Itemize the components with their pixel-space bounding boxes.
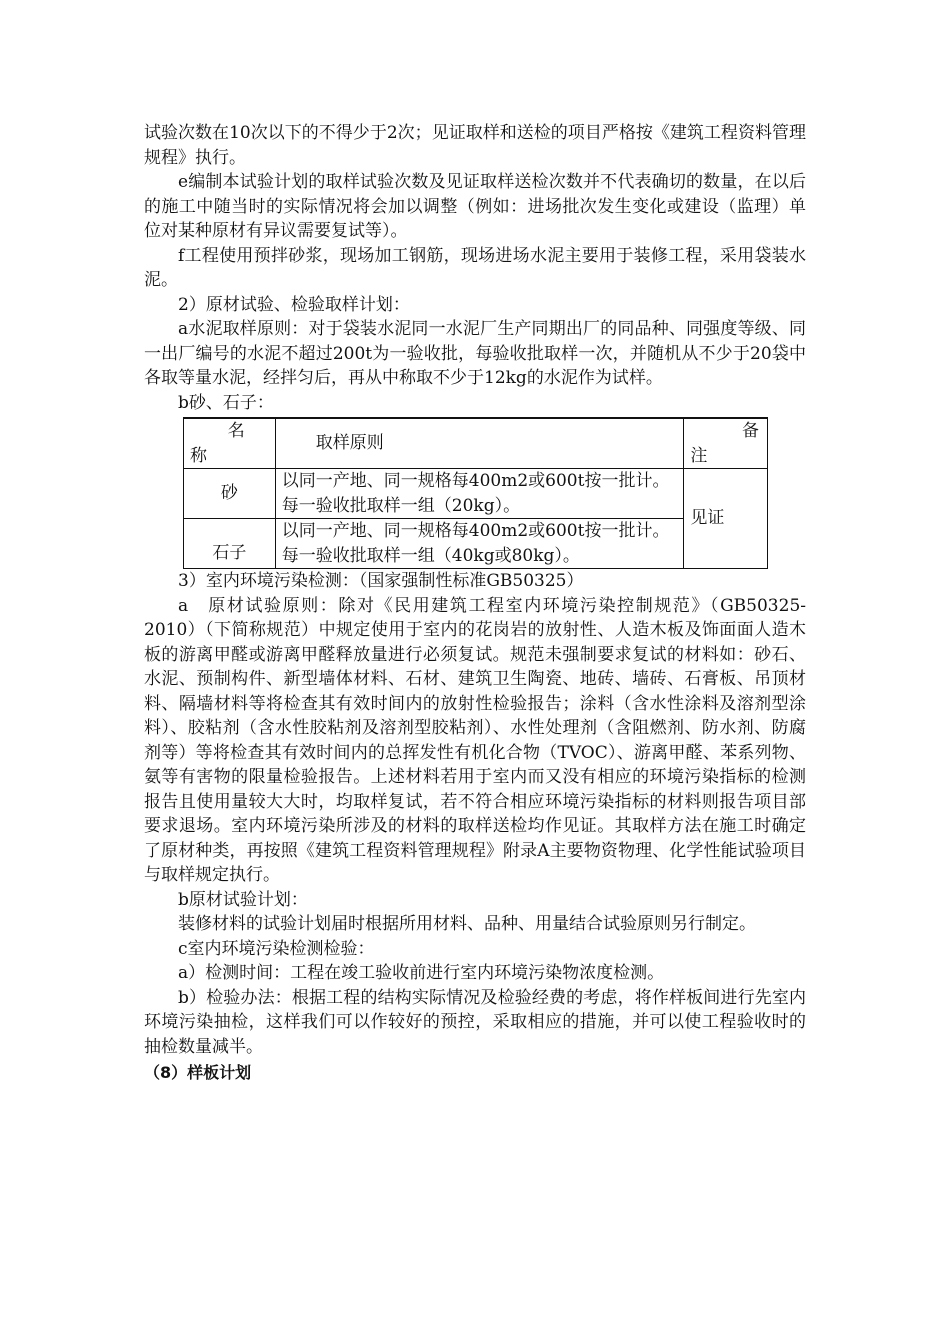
row-stone-rule-line-1: 以同一产地、同一规格每400m2或600t按一批计。 — [281, 521, 670, 541]
paragraph-decoration-plan: 装修材料的试验计划届时根据所用材料、品种、用量结合试验原则另行制定。 — [178, 914, 756, 934]
paragraph-a-raw-test-principle: a 原材试验原则：除对《民用建筑工程室内环境污染控制规范》（GB50325-2010）（下简称规范）中规定使用于室内的花岗岩的放射性、人造木板及饰面面人造木板的游离甲醛或游离甲醛释放量进行必须复试。规范未强制要求复试的材料如：砂石、水泥、预制构件、新型墙体材料、石材、建筑卫生陶瓷、地砖、墙砖、石膏板、吊顶材料、隔墙材料等将检查其有效时间内的放射性检验报告；涂料（含水性涂料及溶剂型涂料）、胶粘剂（含水性胶粘剂及溶剂型胶粘剂）、水性处理剂（含阻燃剂、防水剂、防腐剂等）等将检查其有效时间内的总挥发性有机化合物（TVOC）、游离甲醛、苯系列物、氨等有害物的限量检验报告。上述材料若用于室内而又没有相应的环境污染指标的检测报告且使用量较大大时，均取样复试，若不符合相应环境污染指标的材料则报告项目部要求退场。室内环境污染所涉及的材料的取样送检均作见证。其取样方法在施工时确定了原材种类，再按照《建筑工程资料管理规程》附录A主要物资物理、化学性能试验项目与取样规定执行。 — [144, 595, 806, 885]
section-heading: （8）样板计划 — [144, 1063, 252, 1082]
paragraph-test-count: 试验次数在10次以下的不得少于2次；见证取样和送检的项目严格按《建筑工程资料管理规程》执行。 — [144, 123, 806, 168]
header-name-bottom: 称 — [190, 445, 207, 466]
paragraph-b-sand-stone: b砂、石子： — [178, 392, 274, 413]
header-rule-cell — [275, 418, 684, 469]
table-row — [184, 519, 768, 569]
document-page — [144, 121, 806, 1086]
paragraph-raw-material-plan-title: 2）原材试验、检验取样计划： — [178, 294, 410, 315]
row-sand-rule: 以同一产地、同一规格每400m2或600t按一批计。每一验收批取样一组（20kg）。 — [275, 469, 684, 519]
table-header-row — [184, 418, 768, 469]
paragraph-f-cement-usage: f工程使用预拌砂浆，现场加工钢筋，现场进场水泥主要用于装修工程，采用袋装水泥。 — [144, 245, 806, 290]
paragraph-a-cement-sampling: a水泥取样原则：对于袋装水泥同一水泥厂生产同期出厂的同品种、同强度等级、同一出厂编号的水泥不超过200t为一验收批，每验收批取样一次，并随机从不少于20袋中各取等量水泥，经拌匀后，再从中称取不少于12kg的水泥作为试样。 — [144, 319, 806, 388]
header-name-cell — [184, 418, 276, 469]
row-sand-name: 砂 — [184, 469, 276, 519]
header-note-bottom: 注 — [690, 445, 708, 466]
paragraph-c-indoor-detection: c室内环境污染检测检验： — [178, 938, 375, 959]
sampling-table — [183, 417, 768, 569]
paragraph-b-raw-test-plan: b原材试验计划： — [178, 889, 308, 910]
table-row — [184, 469, 768, 519]
paragraph-b-detection-method: b）检验办法：根据工程的结构实际情况及检验经费的考虑，将作样板间进行先室内环境污染抽检，这样我们可以作较好的预控，采取相应的措施，并可以使工程验收时的抽检数量减半。 — [144, 987, 806, 1057]
header-note-top: 备 — [742, 421, 759, 441]
row-stone-rule — [275, 519, 684, 569]
header-name-top: 名 — [227, 421, 245, 441]
row-stone-rule-line-2: 每一验收批取样一组（40kg或80kg）。 — [281, 545, 580, 566]
header-rule-label: 取样原则 — [315, 433, 384, 454]
paragraph-indoor-pollution-title: 3）室内环境污染检测：（国家强制性标准GB50325） — [178, 571, 584, 591]
paragraph-a-detection-time: a）检测时间：工程在竣工验收前进行室内环境污染物浓度检测。 — [178, 963, 665, 983]
row-stone-name: 石子 — [184, 519, 276, 569]
note-cell: 见证 — [684, 469, 768, 569]
header-note-cell — [684, 418, 768, 469]
paragraph-e-plan-note: e编制本试验计划的取样试验次数及见证取样送检次数并不代表确切的数量，在以后的施工中随当时的实际情况将会加以调整（例如：进场批次发生变化或建设（监理）单位对某种原材有异议需要复试等）。 — [144, 172, 806, 241]
